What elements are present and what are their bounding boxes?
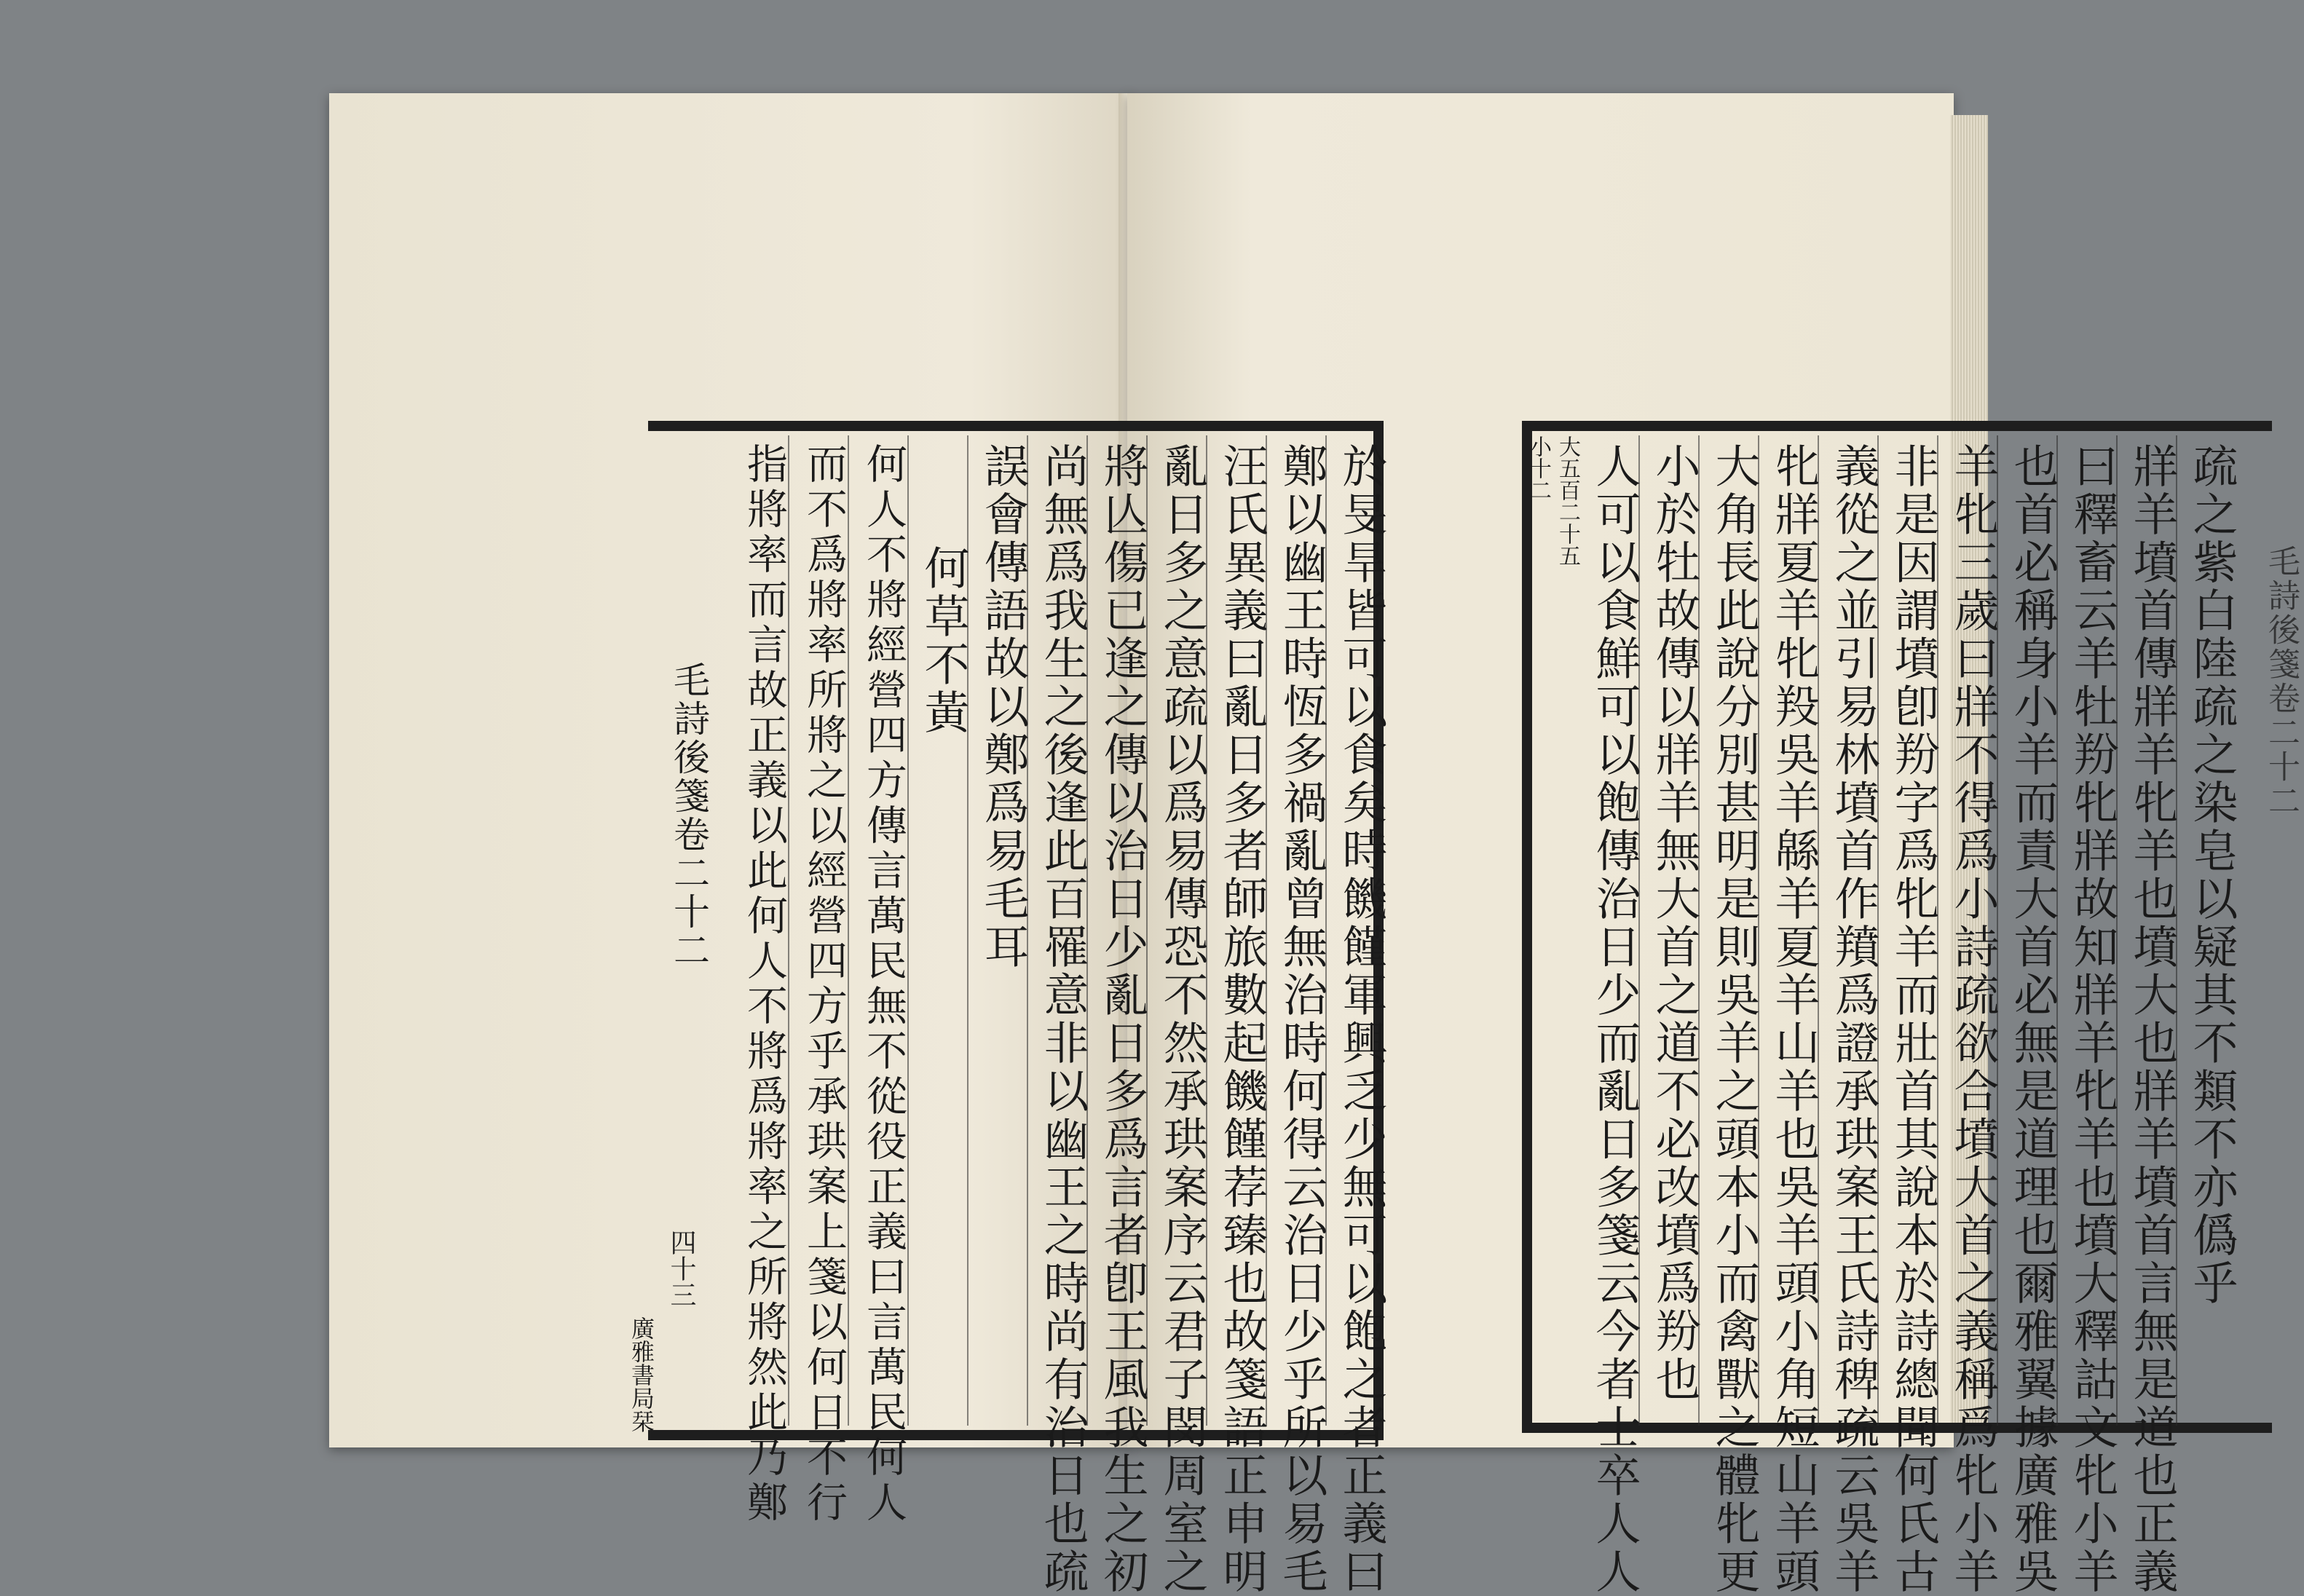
margin-count-large: 大五百二十五 <box>1555 435 1580 566</box>
text-column: 大角長此說分別甚明是則吳羊之頭本小而禽獸之體牝更 <box>1708 443 1761 1596</box>
text-column: 羊牝三歲曰牂不得爲小詩疏欲合墳大首之義稱爲牝小羊 <box>1946 443 2000 1596</box>
text-column: 義從之並引易林墳首作羵爲證承珙案王氏詩稗疏云吳羊 <box>1827 443 1880 1596</box>
right-center-title: 毛詩後箋卷二十二 <box>2262 545 2300 818</box>
text-column: 汪氏異義曰亂日多者師旅數起饑饉荐臻也故箋語正申明 <box>1215 443 1269 1596</box>
text-column: 於旻旱皆可以食矣時饑饉軍興乏少無可以飽之者正義曰 <box>1335 443 1388 1596</box>
text-column: 指將率而言故正義以此何人不將爲將率之所將然此乃鄭 <box>741 443 788 1526</box>
text-column: 牂羊墳首傳牂羊牝羊也墳大也牂羊墳首言無是道也正義 <box>2126 443 2179 1596</box>
text-column: 小於牡故傳以牂羊無大首之道不必改墳爲羒也 <box>1648 443 1701 1404</box>
text-column: 非是因謂墳卽羒字爲牝羊而壯首其說本於詩總聞何氏古 <box>1887 443 1940 1596</box>
text-column: 人可以食鮮可以飽傳治日少而亂日多箋云今者士卒人人 <box>1588 443 1641 1596</box>
text-column: 亂日多之意疏以爲易傳恐不然承珙案序云君子閔周室之 <box>1156 443 1209 1596</box>
text-column: 將亾傷已逢之傳以治日少亂日多爲言者卽王風我生之初 <box>1096 443 1149 1596</box>
text-column-heading: 何草不黃 <box>917 545 970 737</box>
folio-number: 四十三 <box>666 1229 696 1308</box>
text-column: 何人不將經營四方傳言萬民無不從役正義曰言萬民何人 <box>860 443 907 1526</box>
text-column: 曰釋畜云羊牡羒牝牂故知牂羊牝羊也墳大釋詁文牝小羊 <box>2066 443 2119 1596</box>
open-book <box>320 93 2300 1596</box>
margin-count-small: 小十二 <box>1526 435 1551 501</box>
text-column: 鄭以幽王時恆多禍亂曾無治時何得云治日少乎所以易毛 <box>1275 443 1328 1596</box>
publisher-mark: 廣雅書局栞 <box>628 1316 655 1433</box>
text-column: 誤會傳語故以鄭爲易毛耳 <box>977 443 1030 971</box>
text-column: 尚無爲我生之後逢此百罹意非以幽王之時尚有治日也疏 <box>1036 443 1089 1596</box>
text-column: 也首必稱身小羊而責大首必無是道理也爾雅翼據廣雅吳 <box>2006 443 2059 1596</box>
text-column: 疏之紫白陸疏之染皂以疑其不類不亦僞乎 <box>2185 443 2238 1308</box>
center-title: 毛詩後箋卷二十二 <box>668 661 710 970</box>
text-column: 而不爲將率所將之以經營四方乎承珙案上箋以何日不行 <box>800 443 848 1526</box>
text-column: 牝牂夏羊牝羖吳羊緜羊夏羊山羊也吳羊頭小角短山羊頭 <box>1767 443 1820 1596</box>
